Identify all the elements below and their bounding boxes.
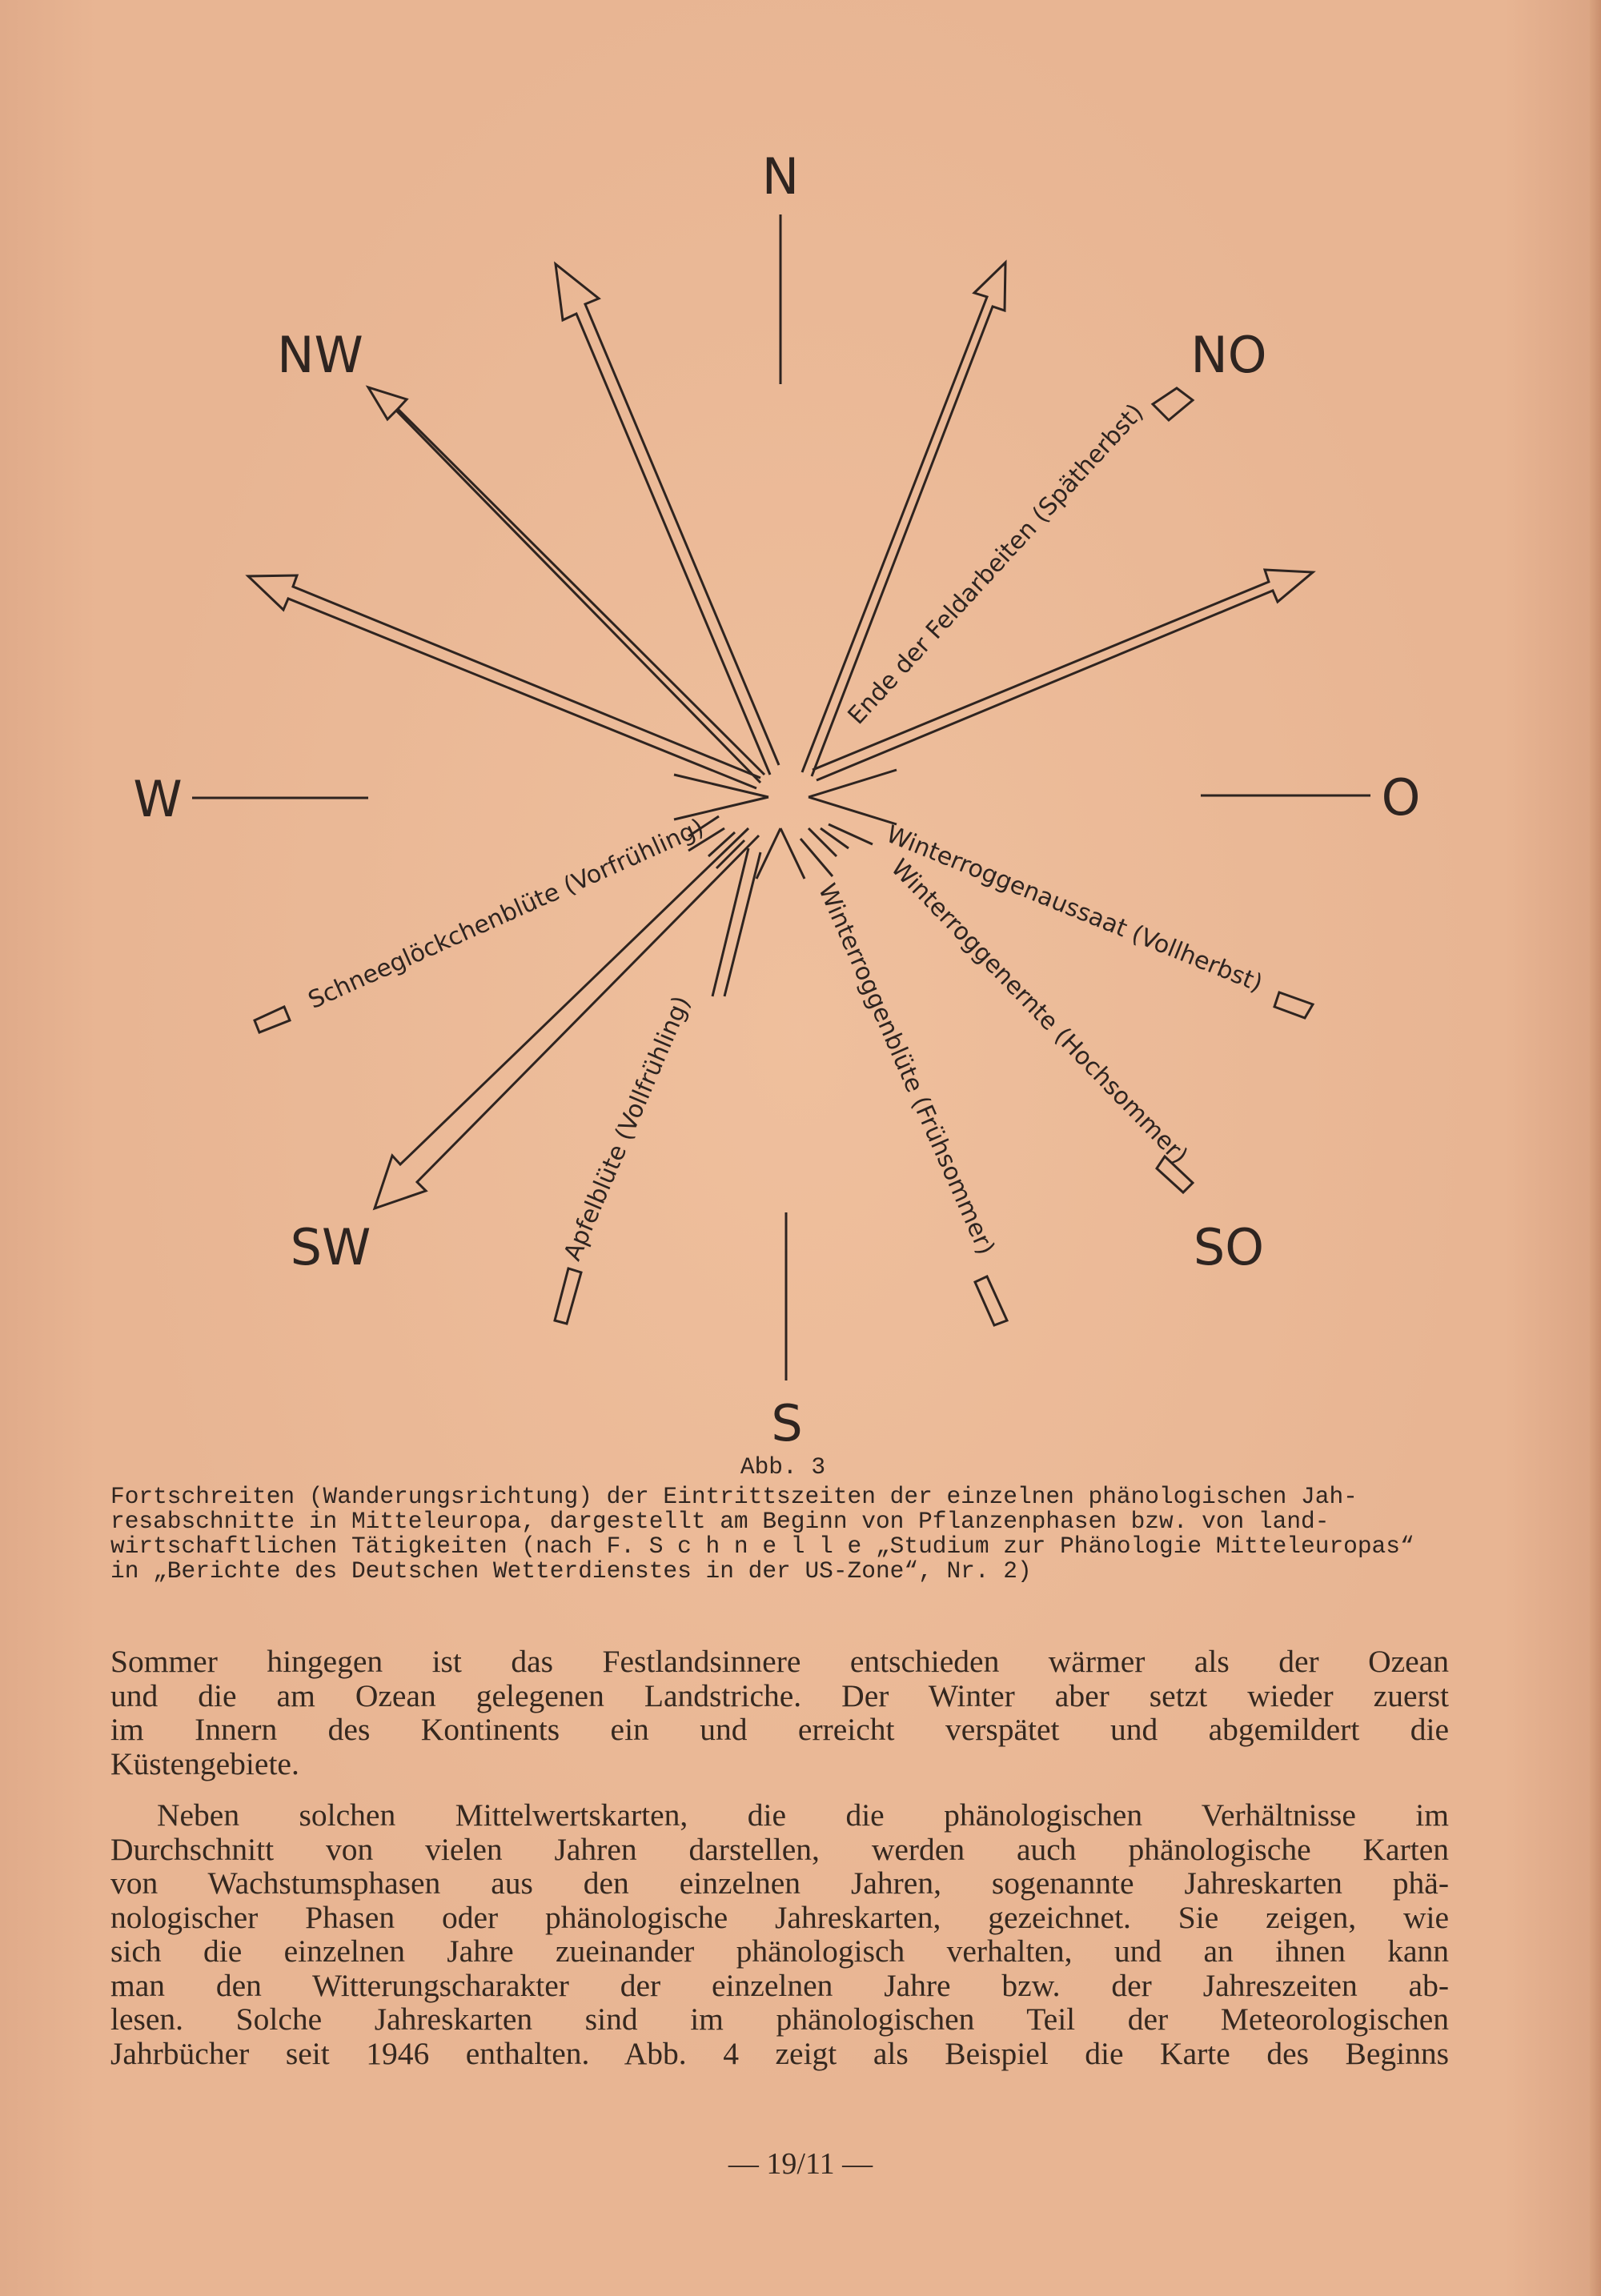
text-line: man den Witterungscharakter der einzelnen Jahre bzw. der Jahreszeiten ab-	[110, 1967, 1449, 2003]
text-line: im Innern des Kontinents ein und erreicht verspätet und abgemildert die	[110, 1712, 1449, 1747]
caption-line: in „Berichte des Deutschen Wetterdienstes in der US-Zone“, Nr. 2)	[110, 1557, 1032, 1585]
caption-line: resabschnitte in Mitteleuropa, dargestellt am Beginn von Pflanzenphasen bzw. von land-	[110, 1508, 1330, 1535]
text-line: Küstengebiete.	[110, 1745, 299, 1781]
arrow-nnw	[556, 264, 779, 775]
tail-eso	[1274, 992, 1313, 1018]
compass-labels	[133, 147, 1420, 1453]
arrow-nne	[802, 262, 1005, 776]
tail-sw	[555, 1268, 581, 1324]
tail-w	[255, 1007, 290, 1032]
text-line: sich die einzelnen Jahre zueinander phänologisch verhalten, und an ihnen kann	[110, 1933, 1449, 1969]
chevron-s	[756, 828, 805, 879]
tail-ne	[1153, 388, 1193, 420]
caption-title: Abb. 3	[740, 1453, 826, 1481]
text-line: lesen. Solche Jahreskarten sind im phänologischen Teil der Meteorologischen	[110, 2001, 1449, 2037]
caption-line: wirtschaftlichen Tätigkeiten (nach F. S c h n e l l e „Studium zur Phänologie Mitteleuropas“	[110, 1533, 1414, 1560]
arrow-w-head	[674, 775, 768, 819]
label-no: NO	[1190, 326, 1267, 384]
text-line: Neben solchen Mittelwertskarten, die die phänologischen Verhältnisse im	[157, 1797, 1449, 1833]
text-line: nologischer Phasen oder phänologische Jahreskarten, gezeichnet. Sie zeigen, wie	[110, 1899, 1449, 1935]
text-line: und die am Ozean gelegenen Landstriche. Der Winter aber setzt wieder zuerst	[110, 1677, 1449, 1713]
page-number: — 19/11 —	[728, 2147, 873, 2181]
label-nw: NW	[277, 326, 363, 384]
chevron-se	[821, 824, 873, 848]
paragraph-2	[110, 1798, 1449, 2070]
text-line: von Wachstumsphasen aus den einzelnen Jahren, sogenannte Jahreskarten phä-	[110, 1865, 1449, 1901]
arrow-wnw	[248, 575, 760, 788]
label-s: S	[771, 1394, 803, 1453]
paragraph-1	[110, 1645, 1449, 1781]
label-so: SO	[1193, 1218, 1265, 1276]
label-apfelbluete: Apfelblüte (Vollfrühling)	[558, 992, 696, 1265]
tail-s	[975, 1276, 1007, 1325]
wind-arrows	[248, 262, 1313, 1325]
label-n: N	[761, 147, 800, 206]
label-winterroggenbluete: Winterroggenblüte (Frühsommer)	[812, 880, 1001, 1260]
body-text	[110, 1645, 1449, 2070]
chevron-ssw	[712, 848, 760, 996]
arrow-labels	[304, 399, 1266, 1264]
label-winterroggenaussaat: Winterroggenaussaat (Vollherbst)	[882, 820, 1267, 998]
label-w: W	[133, 770, 183, 828]
label-o: O	[1381, 768, 1421, 827]
label-winterroggenernte: Winterroggenernte (Hochsommer)	[885, 853, 1194, 1170]
arrow-nw	[368, 387, 764, 783]
figure-caption	[110, 1455, 1455, 1584]
text-line: Jahrbücher seit 1946 enthalten. Abb. 4 zeigt als Beispiel die Karte des Beginns	[110, 2035, 1449, 2071]
caption-line: Fortschreiten (Wanderungsrichtung) der Eintrittszeiten der einzelnen phänologischen Jah-	[110, 1483, 1358, 1510]
text-line: Sommer hingegen ist das Festlandsinnere entschieden wärmer als der Ozean	[110, 1644, 1449, 1679]
label-ende-feldarbeiten: Ende der Feldarbeiten (Spätherbst)	[842, 399, 1150, 731]
label-schneegloeckchen: Schneeglöckchenblüte (Vorfrühling)	[303, 813, 708, 1015]
label-sw: SW	[290, 1218, 371, 1276]
text-line: Durchschnitt von vielen Jahren darstellen, werden auch phänologische Karten	[110, 1831, 1449, 1867]
